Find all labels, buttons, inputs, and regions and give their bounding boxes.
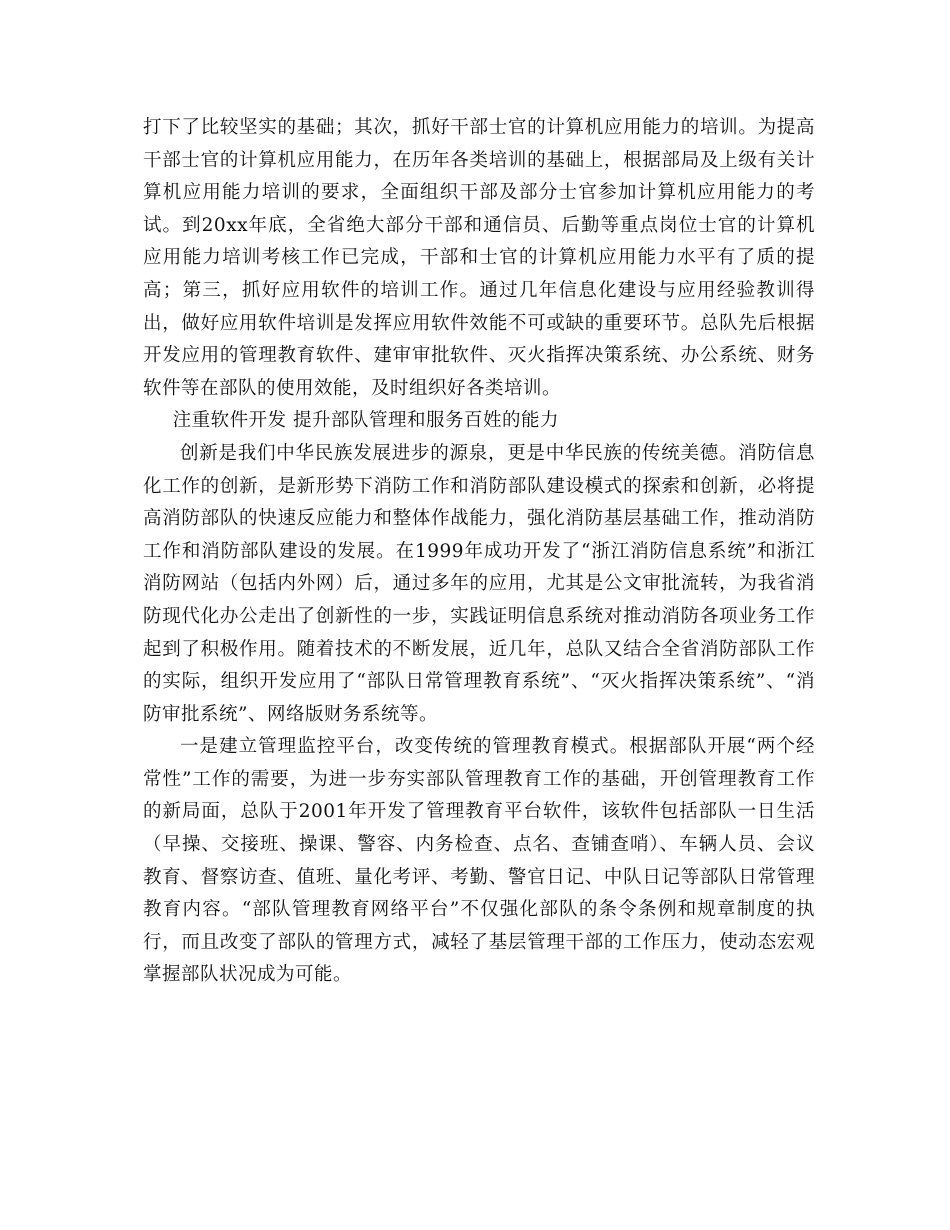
paragraph-innovation: 创新是我们中华民族发展进步的源泉，更是中华民族的传统美德。消防信息化工作的创新，是新形势下消防工作和消防部队建设模式的探索和创新，必将提高消防部队的快速反应能力和整体作战能力，强化消防基层基础工作，推动消防工作和消防部队建设的发展。在1999年成功开发了“浙江消防信息系统”和浙江消防网站（包括内外网）后，通过多年的应用，尤其是公文审批流转，为我省消防现代化办公走出了创新性的一步，实践证明信息系统对推动消防各项业务工作起到了积极作用。随着技术的不断发展，近几年，总队又结合全省消防部队工作的实际，组织开发应用了“部队日常管理教育系统”、“灭火指挥决策系统”、“消防审批系统”、网络版财务系统等。 <box>143 442 815 725</box>
paragraph-continued: 打下了比较坚实的基础；其次，抓好干部士官的计算机应用能力的培训。为提高干部士官的计算机应用能力，在历年各类培训的基础上，根据部局及上级有关计算机应用能力培训的要求，全面组织干部及部分士官参加计算机应用能力的考试。到20xx年底，全省绝大部分干部和通信员、后勤等重点岗位士官的计算机应用能力培训考核工作已完成，干部和士官的计算机应用能力水平有了质的提高；第三，抓好应用软件的培训工作。通过几年信息化建设与应用经验教训得出，做好应用软件培训是发挥应用软件效能不可或缺的重要环节。总队先后根据开发应用的管理教育软件、建审审批软件、灭火指挥决策系统、办公系统、财务软件等在部队的使用效能，及时组织好各类培训。 <box>143 117 815 399</box>
document-body <box>143 112 815 992</box>
section-heading: 注重软件开发 提升部队管理和服务百姓的能力 <box>172 410 559 432</box>
paragraph-management-platform: 一是建立管理监控平台，改变传统的管理教育模式。根据部队开展“两个经常性”工作的需要，为进一步夯实部队管理教育工作的基础，开创管理教育工作的新局面，总队于2001年开发了管理教育平台软件，该软件包括部队一日生活（早操、交接班、操课、警容、内务检查、点名、查铺查哨）、车辆人员、会议教育、督察访查、值班、量化考评、考勤、警官日记、中队日记等部队日常管理教育内容。“部队管理教育网络平台”不仅强化部队的条令条例和规章制度的执行，而且改变了部队的管理方式，减轻了基层管理干部的工作压力，使动态宏观掌握部队状况成为可能。 <box>143 736 815 986</box>
